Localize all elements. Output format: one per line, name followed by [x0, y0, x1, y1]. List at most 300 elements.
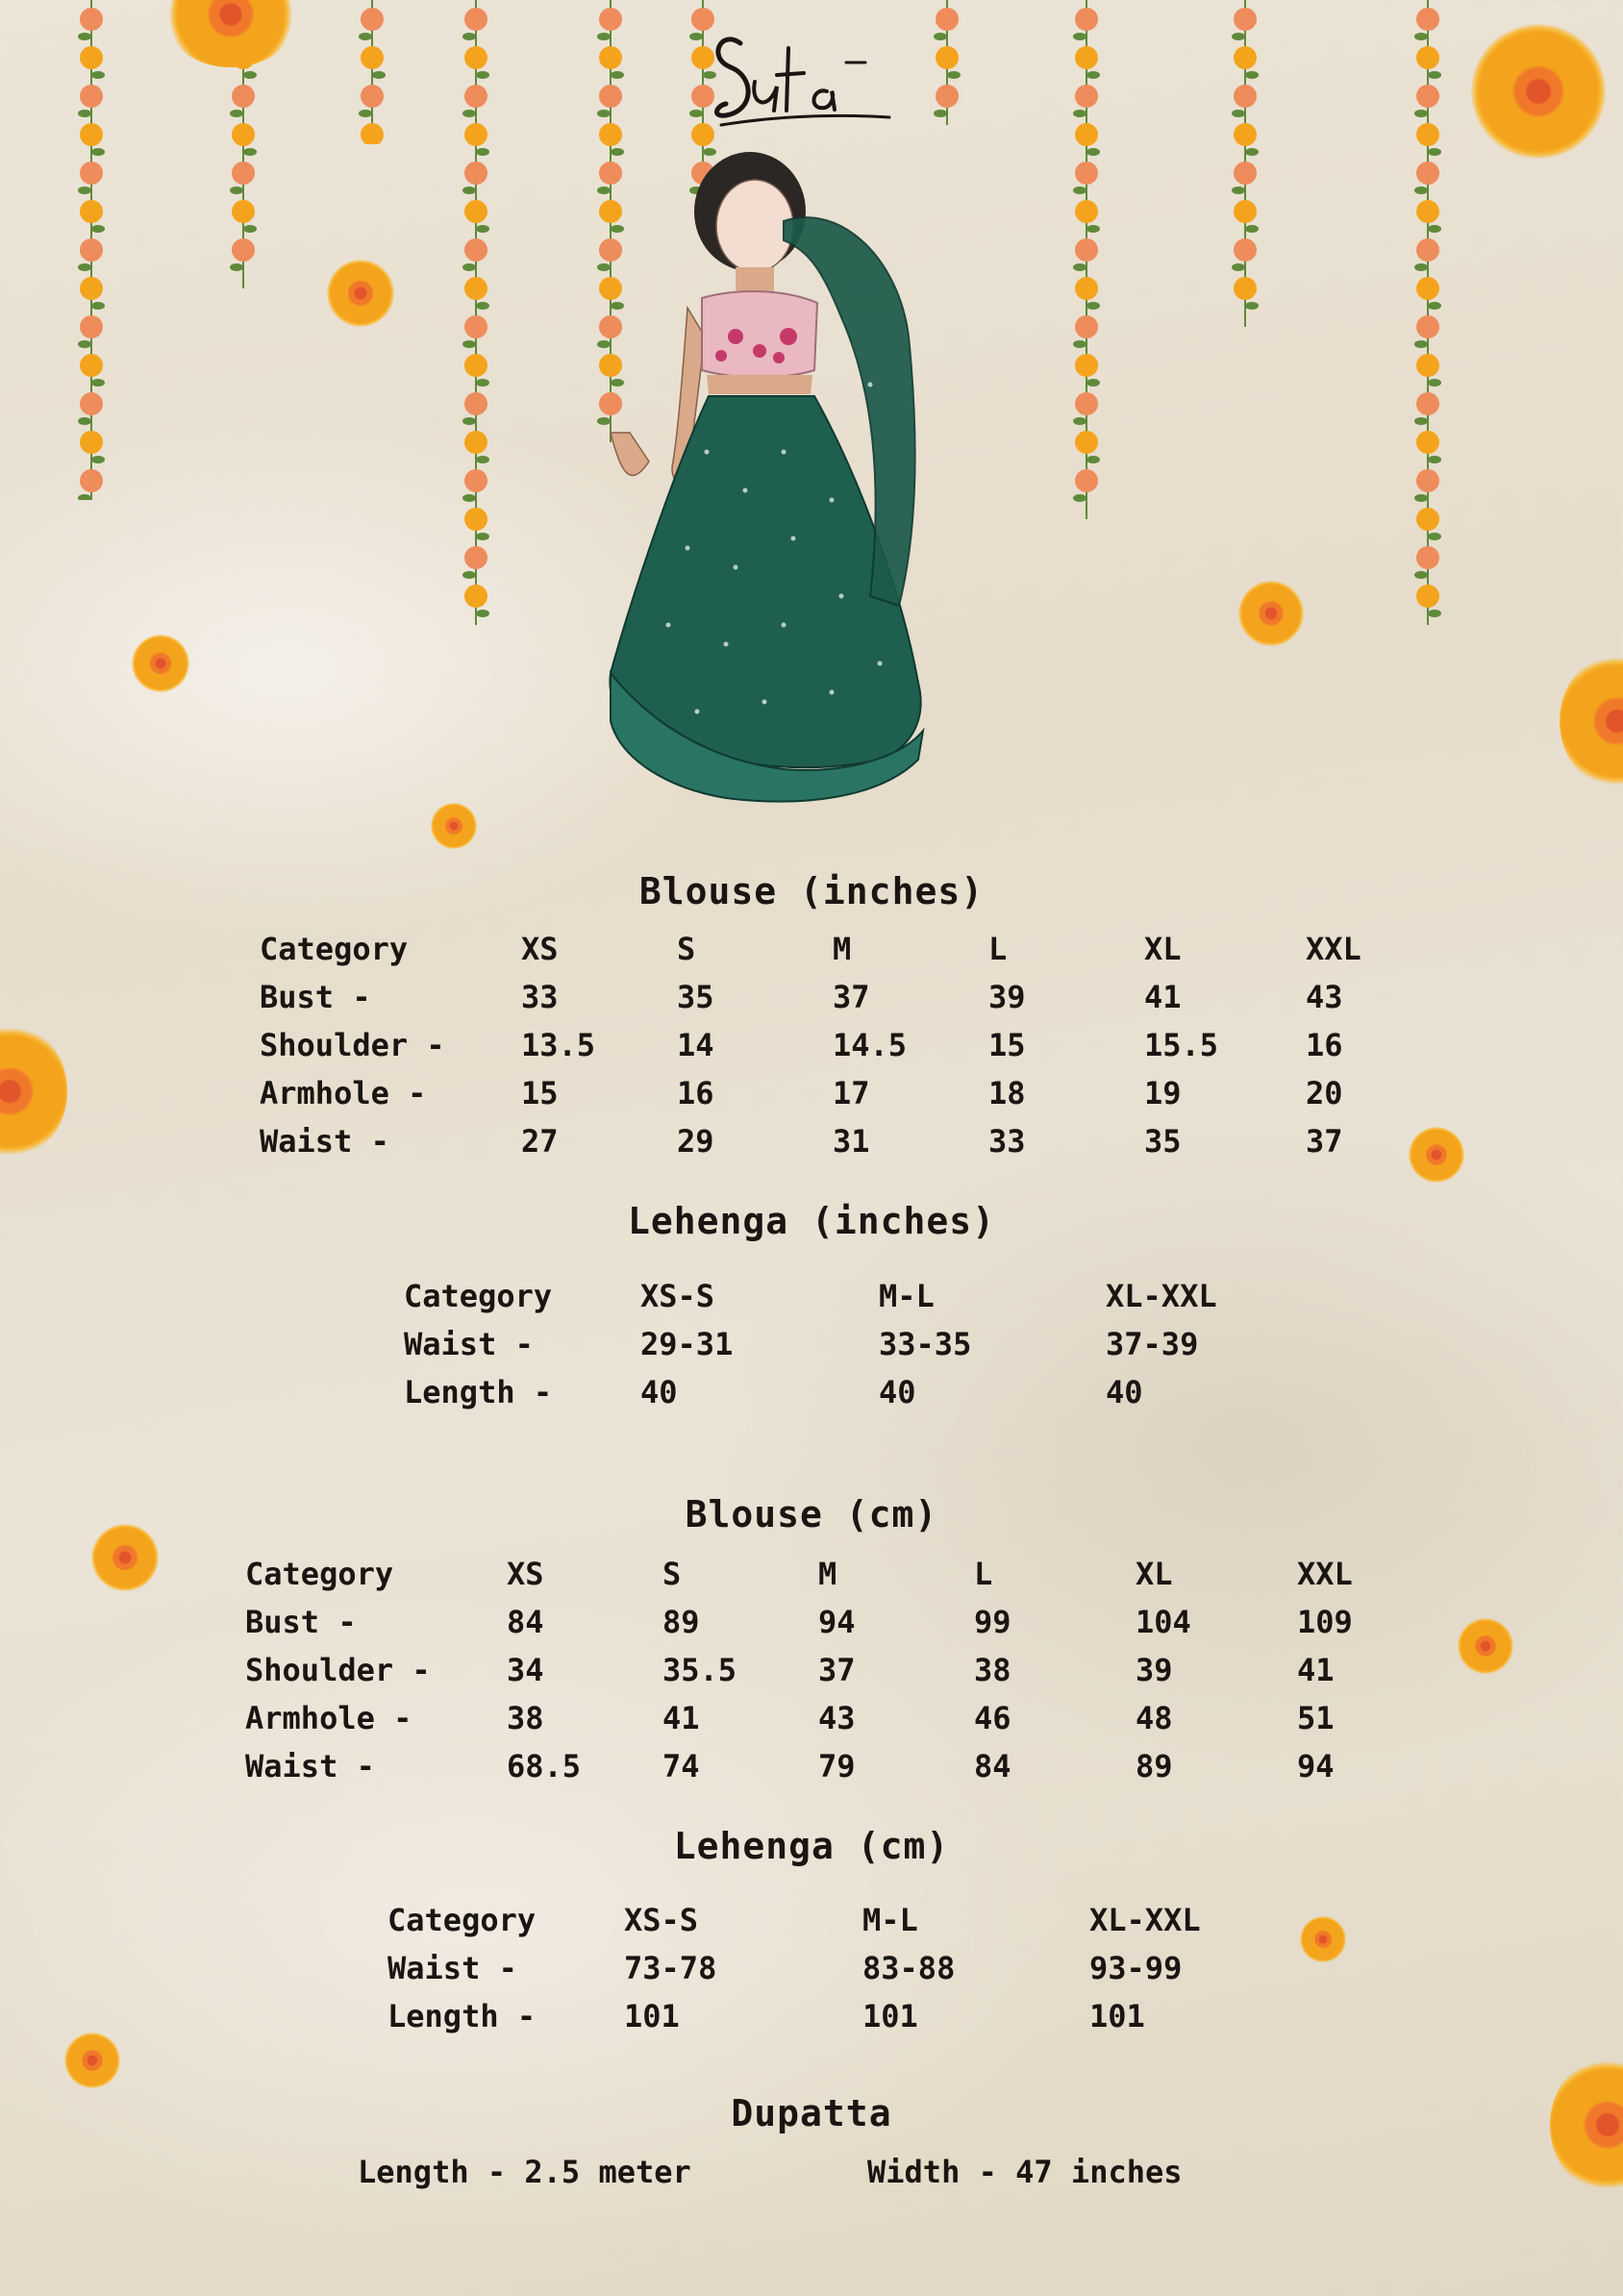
garland-flower-icon	[361, 85, 384, 108]
garland-flower-icon	[80, 431, 103, 454]
garland-leaf-icon	[91, 148, 105, 156]
section-title-dupatta: Dupatta	[731, 2092, 892, 2134]
garland-leaf-icon	[78, 494, 91, 500]
table-row	[260, 1021, 1392, 1069]
garland-leaf-icon	[934, 110, 947, 117]
garland-flower-icon	[80, 277, 103, 300]
column-header: XS	[507, 1556, 544, 1592]
garland-flower-icon	[1234, 8, 1257, 31]
table-cell: 101	[862, 1998, 918, 2034]
garland-flower-icon	[1416, 85, 1439, 108]
garland-flower-icon	[80, 123, 103, 146]
garland-leaf-icon	[1414, 33, 1428, 40]
garland-flower-icon	[1075, 469, 1098, 492]
table-row	[245, 1742, 1384, 1790]
marigold-flower-icon	[1471, 24, 1606, 159]
garland-leaf-icon	[462, 494, 476, 502]
garland-leaf-icon	[1073, 33, 1086, 40]
garland-flower-icon	[1416, 585, 1439, 608]
lehenga-illustration	[591, 144, 995, 827]
table-cell: 37	[1306, 1123, 1343, 1160]
column-header: Category	[404, 1278, 553, 1314]
marigold-flower-icon	[163, 0, 298, 67]
garland-flower-icon	[361, 46, 384, 69]
garland-leaf-icon	[462, 340, 476, 348]
garland-flower-icon	[464, 392, 487, 415]
marigold-flower-icon	[132, 635, 189, 692]
table-cell: 35.5	[662, 1652, 737, 1688]
row-label: Waist -	[387, 1950, 517, 1986]
table-cell: 15	[521, 1075, 559, 1111]
garland-flower-icon	[1234, 200, 1257, 223]
table-cell: 101	[1089, 1998, 1145, 2034]
table-header-row	[387, 1896, 1262, 1944]
garland-leaf-icon	[462, 571, 476, 579]
garland-leaf-icon	[1073, 417, 1086, 425]
garland-leaf-icon	[1414, 110, 1428, 117]
column-header: XXL	[1306, 931, 1361, 967]
garland-leaf-icon	[1073, 263, 1086, 271]
garland-flower-icon	[1416, 277, 1439, 300]
garland-flower-icon	[1075, 162, 1098, 185]
garland-leaf-icon	[1073, 187, 1086, 194]
row-label: Waist -	[404, 1326, 534, 1362]
garland-flower-icon	[464, 546, 487, 569]
garland-leaf-icon	[91, 225, 105, 233]
garland-flower-icon	[1234, 46, 1257, 69]
table-cell: 46	[974, 1700, 1011, 1736]
garland-flower-icon	[464, 46, 487, 69]
garland-leaf-icon	[230, 263, 243, 271]
table-cell: 14	[677, 1027, 714, 1063]
table-cell: 33	[988, 1123, 1026, 1160]
garland-leaf-icon	[462, 33, 476, 40]
garland-flower-icon	[80, 315, 103, 338]
marigold-flower-icon	[1458, 1618, 1513, 1674]
garland-flower-icon	[936, 8, 959, 31]
garland-decoration	[462, 0, 490, 625]
garland-flower-icon	[80, 469, 103, 492]
marigold-flower-icon	[64, 2033, 120, 2088]
garland-leaf-icon	[1428, 71, 1441, 79]
row-label: Bust -	[245, 1604, 357, 1640]
table-row	[387, 1992, 1262, 2040]
marigold-flower-icon	[327, 260, 394, 327]
garland-leaf-icon	[230, 110, 243, 117]
garland-leaf-icon	[476, 71, 489, 79]
table-cell: 33	[521, 979, 559, 1015]
garland-leaf-icon	[78, 33, 91, 40]
garland-leaf-icon	[476, 148, 489, 156]
table-cell: 16	[677, 1075, 714, 1111]
table-cell: 38	[974, 1652, 1011, 1688]
garland-leaf-icon	[462, 187, 476, 194]
garland-flower-icon	[464, 200, 487, 223]
table-cell: 74	[662, 1748, 700, 1784]
garland-flower-icon	[1416, 8, 1439, 31]
garland-flower-icon	[80, 46, 103, 69]
garland-leaf-icon	[1414, 340, 1428, 348]
garland-flower-icon	[232, 162, 255, 185]
garland-flower-icon	[464, 354, 487, 377]
garland-leaf-icon	[78, 110, 91, 117]
garland-leaf-icon	[1086, 71, 1100, 79]
garland-leaf-icon	[1073, 340, 1086, 348]
table-cell: 16	[1306, 1027, 1343, 1063]
garland-flower-icon	[464, 85, 487, 108]
garland-flower-icon	[361, 8, 384, 31]
garland-flower-icon	[464, 8, 487, 31]
garland-decoration	[1413, 0, 1442, 625]
table-cell: 18	[988, 1075, 1026, 1111]
table-cell: 99	[974, 1604, 1011, 1640]
table-cell: 40	[1106, 1374, 1143, 1410]
garland-flower-icon	[464, 508, 487, 531]
table-cell: 31	[833, 1123, 870, 1160]
table-row	[404, 1320, 1279, 1368]
row-label: Length -	[387, 1998, 537, 2034]
garland-leaf-icon	[476, 610, 489, 617]
garland-flower-icon	[80, 238, 103, 262]
garland-flower-icon	[464, 315, 487, 338]
garland-flower-icon	[599, 46, 622, 69]
garland-flower-icon	[1416, 123, 1439, 146]
column-header: L	[974, 1556, 993, 1592]
garland-leaf-icon	[78, 263, 91, 271]
garland-leaf-icon	[476, 456, 489, 463]
column-header: M	[833, 931, 852, 967]
garland-flower-icon	[1416, 431, 1439, 454]
garland-leaf-icon	[1414, 494, 1428, 502]
garland-flower-icon	[232, 238, 255, 262]
marigold-flower-icon	[431, 803, 477, 849]
garland-leaf-icon	[1232, 33, 1245, 40]
table-cell: 41	[1297, 1652, 1335, 1688]
table-cell: 15	[988, 1027, 1026, 1063]
table-cell: 29	[677, 1123, 714, 1160]
garland-leaf-icon	[597, 110, 611, 117]
table-row	[260, 973, 1392, 1021]
table-cell: 27	[521, 1123, 559, 1160]
garland-leaf-icon	[78, 340, 91, 348]
column-header: Category	[245, 1556, 394, 1592]
table-cell: 20	[1306, 1075, 1343, 1111]
garland-flower-icon	[1075, 277, 1098, 300]
table-row	[260, 1117, 1392, 1165]
table-cell: 39	[1136, 1652, 1173, 1688]
garland-leaf-icon	[91, 71, 105, 79]
section-title-blouse-inches: Blouse (inches)	[638, 870, 985, 912]
garland-flower-icon	[1075, 354, 1098, 377]
marigold-flower-icon	[1409, 1127, 1464, 1183]
table-cell: 51	[1297, 1700, 1335, 1736]
table-cell: 38	[507, 1700, 544, 1736]
garland-flower-icon	[1075, 315, 1098, 338]
table-header-row	[404, 1272, 1279, 1320]
garland-leaf-icon	[1428, 610, 1441, 617]
size-table-lehenga-cm	[387, 1896, 1262, 2040]
garland-flower-icon	[1234, 162, 1257, 185]
column-header: M-L	[879, 1278, 935, 1314]
garland-flower-icon	[936, 85, 959, 108]
garland-flower-icon	[1075, 392, 1098, 415]
garland-leaf-icon	[1086, 456, 1100, 463]
garland-leaf-icon	[1414, 187, 1428, 194]
garland-flower-icon	[80, 85, 103, 108]
table-cell: 101	[624, 1998, 680, 2034]
garland-flower-icon	[1416, 238, 1439, 262]
garland-flower-icon	[1416, 200, 1439, 223]
row-label: Armhole -	[260, 1075, 427, 1111]
marigold-flower-icon	[1560, 654, 1623, 788]
garland-flower-icon	[1075, 431, 1098, 454]
garland-leaf-icon	[689, 110, 703, 117]
section-title-blouse-cm: Blouse (cm)	[685, 1493, 938, 1535]
garland-flower-icon	[1234, 277, 1257, 300]
garland-leaf-icon	[359, 33, 372, 40]
table-cell: 34	[507, 1652, 544, 1688]
garland-flower-icon	[1416, 508, 1439, 531]
dupatta-width: Width - 47 inches	[867, 2154, 1183, 2190]
garland-leaf-icon	[934, 33, 947, 40]
table-cell: 109	[1297, 1604, 1353, 1640]
garland-flower-icon	[1234, 238, 1257, 262]
garland-leaf-icon	[1428, 302, 1441, 310]
table-cell: 43	[1306, 979, 1343, 1015]
column-header: XS-S	[624, 1902, 699, 1938]
garland-flower-icon	[1075, 8, 1098, 31]
size-table-blouse-cm	[245, 1550, 1384, 1790]
garland-flower-icon	[1075, 200, 1098, 223]
garland-leaf-icon	[1245, 71, 1259, 79]
marigold-flower-icon	[1300, 1916, 1346, 1962]
table-row	[387, 1944, 1262, 1992]
garland-flower-icon	[232, 200, 255, 223]
garland-leaf-icon	[689, 33, 703, 40]
table-cell: 40	[640, 1374, 678, 1410]
garland-flower-icon	[1075, 85, 1098, 108]
garland-leaf-icon	[1428, 533, 1441, 540]
section-title-lehenga-cm: Lehenga (cm)	[673, 1825, 950, 1867]
garland-flower-icon	[80, 162, 103, 185]
row-label: Shoulder -	[260, 1027, 445, 1063]
garland-leaf-icon	[476, 225, 489, 233]
garland-flower-icon	[599, 85, 622, 108]
table-cell: 84	[974, 1748, 1011, 1784]
garland-leaf-icon	[1414, 263, 1428, 271]
table-cell: 35	[677, 979, 714, 1015]
garland-leaf-icon	[1428, 379, 1441, 387]
garland-leaf-icon	[1428, 148, 1441, 156]
garland-flower-icon	[464, 123, 487, 146]
column-header: XL-XXL	[1106, 1278, 1217, 1314]
column-header: XL	[1144, 931, 1182, 967]
garland-leaf-icon	[1245, 148, 1259, 156]
garland-leaf-icon	[1245, 225, 1259, 233]
size-table-lehenga-inches	[404, 1272, 1279, 1416]
garland-decoration	[933, 0, 961, 125]
garland-leaf-icon	[597, 33, 611, 40]
garland-flower-icon	[1075, 46, 1098, 69]
garland-leaf-icon	[462, 110, 476, 117]
table-cell: 41	[662, 1700, 700, 1736]
garland-leaf-icon	[1232, 263, 1245, 271]
garland-leaf-icon	[611, 71, 624, 79]
table-cell: 19	[1144, 1075, 1182, 1111]
garland-flower-icon	[232, 85, 255, 108]
table-row	[245, 1646, 1384, 1694]
row-label: Armhole -	[245, 1700, 412, 1736]
dupatta-length: Length - 2.5 meter	[358, 2154, 691, 2190]
table-cell: 29-31	[640, 1326, 734, 1362]
table-cell: 35	[1144, 1123, 1182, 1160]
garland-leaf-icon	[243, 148, 257, 156]
table-cell: 17	[833, 1075, 870, 1111]
garland-leaf-icon	[91, 456, 105, 463]
garland-flower-icon	[1234, 123, 1257, 146]
garland-flower-icon	[464, 238, 487, 262]
garland-leaf-icon	[372, 71, 386, 79]
column-header: M	[818, 1556, 837, 1592]
table-cell: 89	[662, 1604, 700, 1640]
garland-flower-icon	[464, 162, 487, 185]
garland-flower-icon	[80, 392, 103, 415]
garland-flower-icon	[80, 354, 103, 377]
garland-decoration	[358, 0, 387, 144]
table-cell: 33-35	[879, 1326, 972, 1362]
row-label: Bust -	[260, 979, 371, 1015]
garland-leaf-icon	[462, 417, 476, 425]
garland-flower-icon	[1416, 315, 1439, 338]
garland-flower-icon	[80, 8, 103, 31]
table-cell: 94	[1297, 1748, 1335, 1784]
table-row	[260, 1069, 1392, 1117]
garland-flower-icon	[1416, 546, 1439, 569]
garland-leaf-icon	[1232, 187, 1245, 194]
table-cell: 37	[818, 1652, 856, 1688]
garland-leaf-icon	[243, 225, 257, 233]
garland-leaf-icon	[1245, 302, 1259, 310]
row-label: Waist -	[260, 1123, 389, 1160]
table-cell: 68.5	[507, 1748, 582, 1784]
table-cell: 84	[507, 1604, 544, 1640]
garland-leaf-icon	[359, 110, 372, 117]
column-header: XS	[521, 931, 559, 967]
garland-flower-icon	[599, 8, 622, 31]
garland-flower-icon	[1416, 46, 1439, 69]
table-cell: 89	[1136, 1748, 1173, 1784]
garland-decoration	[1231, 0, 1260, 327]
garland-flower-icon	[464, 585, 487, 608]
size-table-blouse-inches	[260, 925, 1392, 1165]
garland-leaf-icon	[78, 187, 91, 194]
table-row	[245, 1694, 1384, 1742]
column-header: Category	[260, 931, 409, 967]
garland-flower-icon	[936, 46, 959, 69]
row-label: Waist -	[245, 1748, 375, 1784]
table-cell: 37-39	[1106, 1326, 1199, 1362]
garland-leaf-icon	[1414, 571, 1428, 579]
column-header: XL	[1136, 1556, 1173, 1592]
garland-flower-icon	[1416, 392, 1439, 415]
garland-leaf-icon	[947, 71, 961, 79]
garland-leaf-icon	[1086, 225, 1100, 233]
suta-logo	[712, 10, 904, 144]
garland-decoration	[77, 0, 106, 500]
garland-leaf-icon	[1232, 110, 1245, 117]
garland-leaf-icon	[91, 379, 105, 387]
garland-flower-icon	[1234, 85, 1257, 108]
table-cell: 39	[988, 979, 1026, 1015]
table-cell: 40	[879, 1374, 916, 1410]
garland-decoration	[1072, 0, 1101, 519]
column-header: XL-XXL	[1089, 1902, 1201, 1938]
garland-leaf-icon	[230, 187, 243, 194]
section-title-lehenga-inches: Lehenga (inches)	[627, 1200, 996, 1242]
table-cell: 73-78	[624, 1950, 717, 1986]
garland-leaf-icon	[1086, 302, 1100, 310]
marigold-flower-icon	[1238, 581, 1304, 646]
table-cell: 104	[1136, 1604, 1191, 1640]
garland-leaf-icon	[1086, 379, 1100, 387]
garland-flower-icon	[1075, 238, 1098, 262]
column-header: Category	[387, 1902, 537, 1938]
garland-leaf-icon	[476, 379, 489, 387]
column-header: XXL	[1297, 1556, 1353, 1592]
table-cell: 41	[1144, 979, 1182, 1015]
table-cell: 37	[833, 979, 870, 1015]
garland-flower-icon	[1075, 123, 1098, 146]
table-row	[245, 1598, 1384, 1646]
table-cell: 79	[818, 1748, 856, 1784]
table-cell: 15.5	[1144, 1027, 1219, 1063]
garland-flower-icon	[1416, 354, 1439, 377]
garland-flower-icon	[232, 123, 255, 146]
garland-flower-icon	[80, 200, 103, 223]
column-header: S	[662, 1556, 682, 1592]
garland-leaf-icon	[78, 417, 91, 425]
garland-leaf-icon	[462, 263, 476, 271]
table-cell: 43	[818, 1700, 856, 1736]
row-label: Shoulder -	[245, 1652, 431, 1688]
garland-leaf-icon	[1428, 456, 1441, 463]
garland-leaf-icon	[243, 71, 257, 79]
row-label: Length -	[404, 1374, 553, 1410]
table-cell: 48	[1136, 1700, 1173, 1736]
column-header: M-L	[862, 1902, 918, 1938]
garland-flower-icon	[361, 123, 384, 144]
table-cell: 93-99	[1089, 1950, 1183, 1986]
table-cell: 83-88	[862, 1950, 956, 1986]
table-header-row	[245, 1550, 1384, 1598]
garland-flower-icon	[464, 277, 487, 300]
garland-leaf-icon	[476, 533, 489, 540]
table-header-row	[260, 925, 1392, 973]
garland-flower-icon	[1416, 469, 1439, 492]
garland-flower-icon	[599, 123, 622, 146]
table-row	[404, 1368, 1279, 1416]
garland-leaf-icon	[1414, 417, 1428, 425]
table-cell: 14.5	[833, 1027, 908, 1063]
garland-flower-icon	[464, 431, 487, 454]
column-header: L	[988, 931, 1008, 967]
garland-leaf-icon	[1086, 148, 1100, 156]
garland-flower-icon	[464, 469, 487, 492]
marigold-flower-icon	[0, 1024, 67, 1159]
column-header: S	[677, 931, 696, 967]
table-cell: 94	[818, 1604, 856, 1640]
column-header: XS-S	[640, 1278, 715, 1314]
